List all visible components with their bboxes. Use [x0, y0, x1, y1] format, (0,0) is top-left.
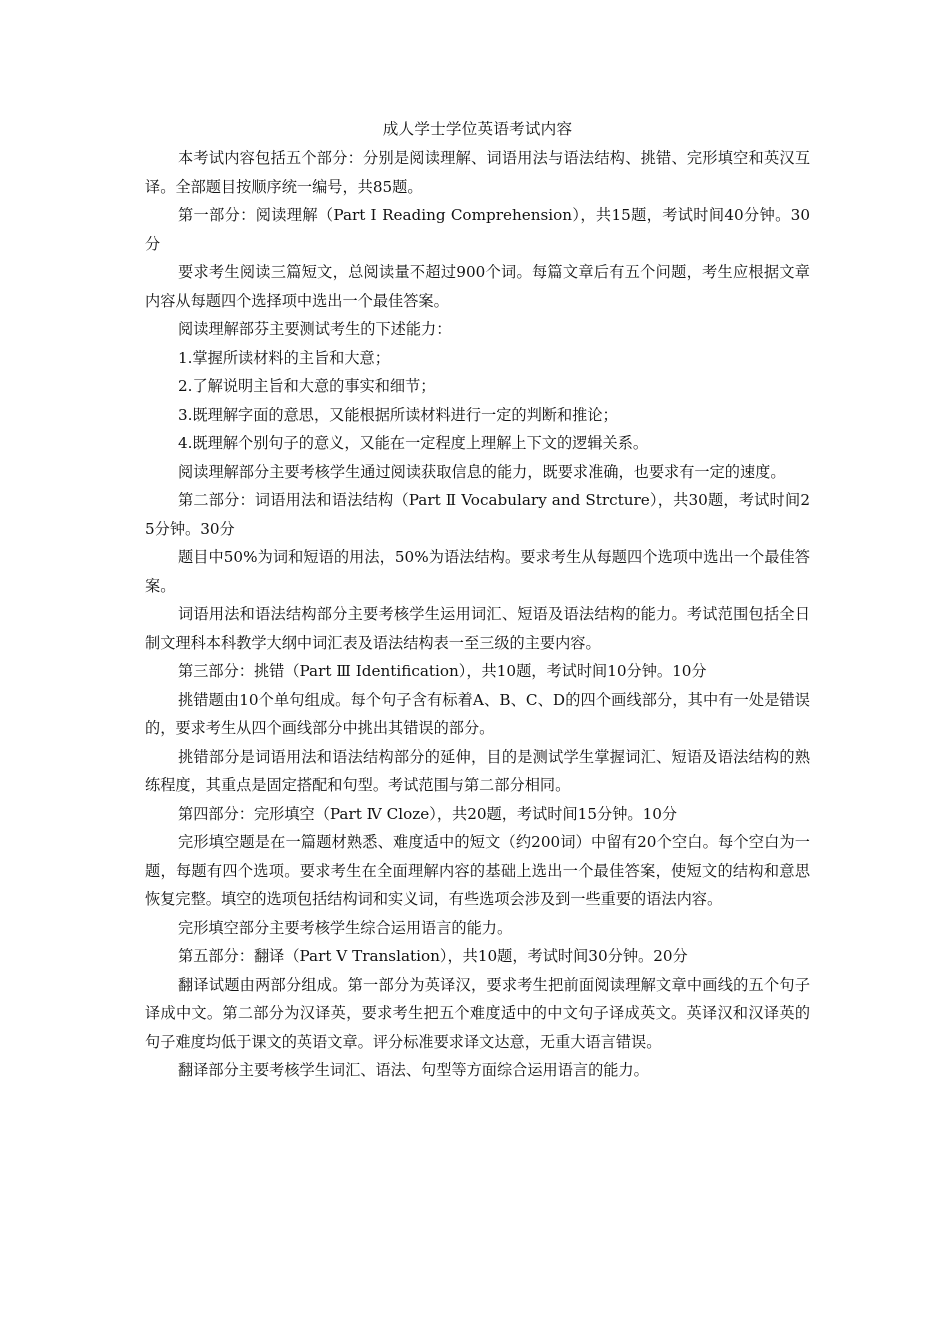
list-item-ability-3: 3.既理解字面的意思，又能根据所读材料进行一定的判断和推论；: [178, 405, 618, 424]
page-title: 成人学士学位英语考试内容: [382, 120, 573, 138]
paragraph-part4-heading: 第四部分：完形填空（Part Ⅳ Cloze），共20题，考试时间15分钟。10分: [178, 804, 678, 823]
paragraph-part5-heading: 第五部分：翻译（Part Ⅴ Translation），共10题，考试时间30分钟。20分: [178, 947, 688, 965]
list-item-ability-1: 1.掌握所读材料的主旨和大意；: [178, 348, 390, 367]
paragraph-part3-requirement: 挑错题由10个单句组成。每个句子含有标着A、B、C、D的四个画线部分，其中有一处是错误的，要求考生从四个画线部分中挑出其错误的部分。: [145, 690, 810, 737]
paragraph-part2-heading: 第二部分：词语用法和语法结构（Part Ⅱ Vocabulary and Strcture），共30题，考试时间25分钟。30分: [145, 491, 810, 538]
paragraph-part1-ability-intro: 阅读理解部芬主要测试考生的下述能力：: [178, 320, 452, 338]
list-item-ability-4: 4.既理解个别句子的意义，又能在一定程度上理解上下文的逻辑关系。: [178, 434, 649, 452]
paragraph-part4-summary: 完形填空部分主要考核学生综合运用语言的能力。: [178, 918, 513, 937]
document-body: [145, 115, 810, 1085]
paragraph-part2-summary: 词语用法和语法结构部分主要考核学生运用词汇、短语及语法结构的能力。考试范围包括全日制文理科本科教学大纲中词汇表及语法结构表一至三级的主要内容。: [145, 605, 810, 652]
paragraph-part1-requirement: 要求考生阅读三篇短文，总阅读量不超过900个词。每篇文章后有五个问题，考生应根据文章内容从每题四个选择项中选出一个最佳答案。: [145, 263, 810, 310]
paragraph-part5-requirement: 翻译试题由两部分组成。第一部分为英译汉，要求考生把前面阅读理解文章中画线的五个句子译成中文。第二部分为汉译英，要求考生把五个难度适中的中文句子译成英文。英译汉和汉译英的句子难度均低于课文的英语文章。评分标准要求译文达意，无重大语言错误。: [145, 975, 810, 1051]
paragraph-part3-summary: 挑错部分是词语用法和语法结构部分的延伸，目的是测试学生掌握词汇、短语及语法结构的熟练程度，其重点是固定搭配和句型。考试范围与第二部分相同。: [145, 747, 810, 794]
paragraph-part1-summary: 阅读理解部分主要考核学生通过阅读获取信息的能力，既要求准确，也要求有一定的速度。: [178, 462, 786, 481]
list-item-ability-2: 2.了解说明主旨和大意的事实和细节；: [178, 377, 436, 395]
paragraph-intro: 本考试内容包括五个部分：分别是阅读理解、词语用法与语法结构、挑错、完形填空和英汉互译。全部题目按顺序统一编号，共85题。: [145, 149, 810, 196]
paragraph-part2-requirement: 题目中50%为词和短语的用法，50%为语法结构。要求考生从每题四个选项中选出一个最佳答案。: [145, 548, 810, 595]
paragraph-part1-heading: 第一部分：阅读理解（Part Ⅰ Reading Comprehension），共15题，考试时间40分钟。30分: [145, 206, 810, 253]
paragraph-part5-summary: 翻译部分主要考核学生词汇、语法、句型等方面综合运用语言的能力。: [178, 1061, 649, 1079]
paragraph-part3-heading: 第三部分：挑错（Part Ⅲ Identification），共10题，考试时间10分钟。10分: [178, 662, 707, 680]
paragraph-part4-requirement: 完形填空题是在一篇题材熟悉、难度适中的短文（约200词）中留有20个空白。每个空白为一题，每题有四个选项。要求考生在全面理解内容的基础上选出一个最佳答案，使短文的结构和意思恢复完整。填空的选项包括结构词和实义词，有些选项会涉及到一些重要的语法内容。: [145, 833, 810, 908]
